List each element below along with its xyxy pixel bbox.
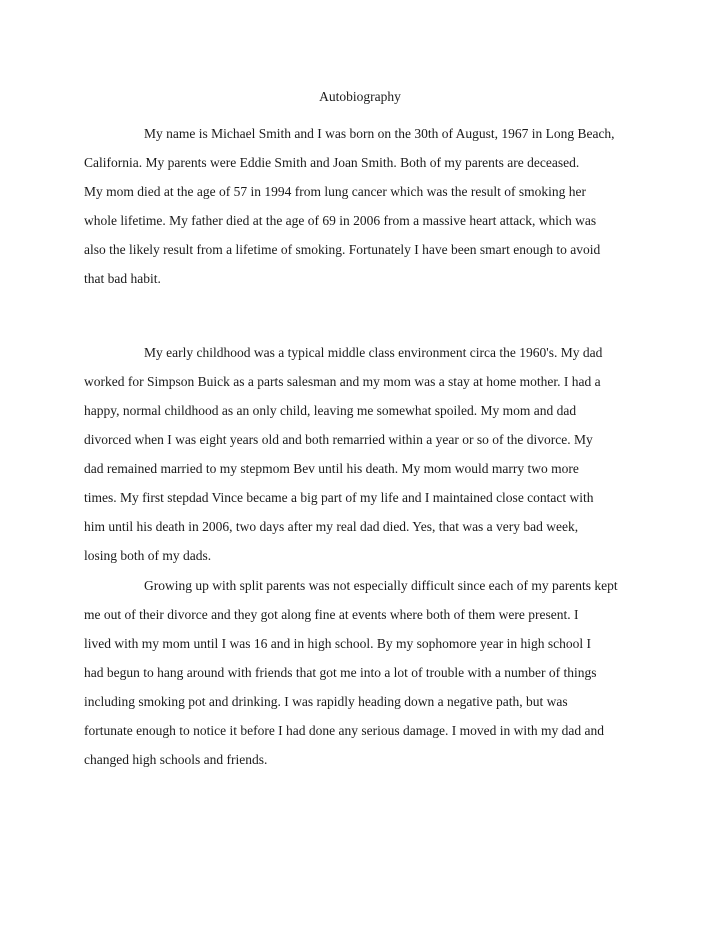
text-line: Growing up with split parents was not especially difficult since each of my parents kept [144,578,618,593]
text-line: that bad habit. [84,271,161,286]
text-line: including smoking pot and drinking. I was rapidly heading down a negative path, but was [84,694,568,709]
text-line: times. My first stepdad Vince became a big part of my life and I maintained close contact with [84,490,594,505]
text-line: him until his death in 2006, two days after my real dad died. Yes, that was a very bad week, [84,519,579,534]
text-line: losing both of my dads. [84,548,212,563]
text-line: had begun to hang around with friends that got me into a lot of trouble with a number of things [84,665,597,680]
paragraph-birth-and-parents [84,119,644,293]
text-line: California. My parents were Eddie Smith and Joan Smith. Both of my parents are deceased. [84,155,580,170]
text-line: My name is Michael Smith and I was born on the 30th of August, 1967 in Long Beach, [144,126,615,141]
text-line: worked for Simpson Buick as a parts salesman and my mom was a stay at home mother. I had a [84,374,601,389]
text-line: whole lifetime. My father died at the age of 69 in 2006 from a massive heart attack, which was [84,213,597,228]
text-line: dad remained married to my stepmom Bev until his death. My mom would marry two more [84,461,579,476]
text-line: lived with my mom until I was 16 and in high school. By my sophomore year in high school I [84,636,591,651]
text-line: fortunate enough to notice it before I had done any serious damage. I moved in with my dad and [84,723,604,738]
text-line: My early childhood was a typical middle class environment circa the 1960's. My dad [144,345,603,360]
paragraph-split-parents [84,571,644,774]
paragraph-early-childhood [84,338,644,570]
text-line: happy, normal childhood as an only child, leaving me somewhat spoiled. My mom and dad [84,403,577,418]
text-line: divorced when I was eight years old and both remarried within a year or so of the divorce. My [84,432,593,447]
text-line: changed high schools and friends. [84,752,268,767]
text-line: My mom died at the age of 57 in 1994 from lung cancer which was the result of smoking her [84,184,587,199]
document-title: Autobiography [319,89,401,104]
text-line: also the likely result from a lifetime of smoking. Fortunately I have been smart enough to avoid [84,242,601,257]
text-line: me out of their divorce and they got along fine at events where both of them were present. I [84,607,579,622]
